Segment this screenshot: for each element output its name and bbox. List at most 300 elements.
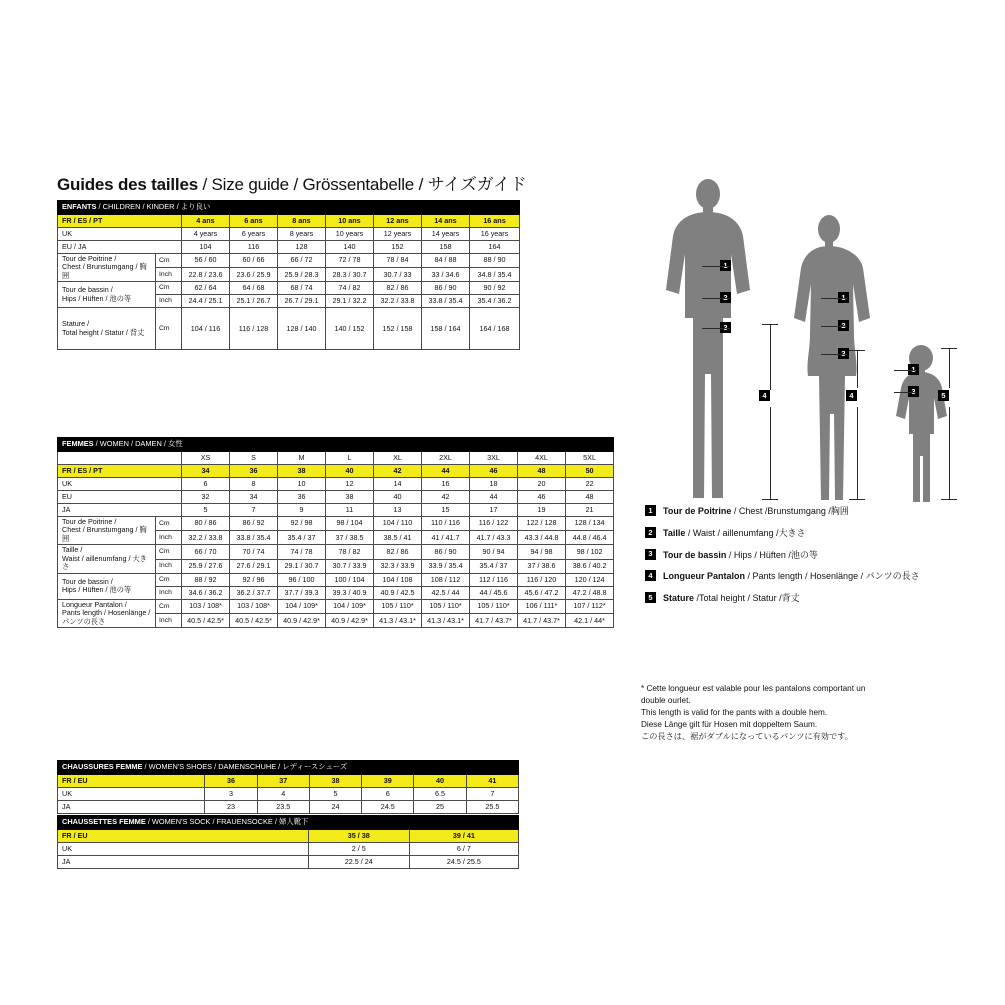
cell: 41 <box>466 775 518 788</box>
column-header: S <box>230 452 278 465</box>
legend-number-5: 5 <box>645 592 656 603</box>
cell: 23.6 / 25.9 <box>230 268 278 282</box>
cell: 24.4 / 25.1 <box>182 295 230 308</box>
cell: 98 / 104 <box>326 517 374 531</box>
footnote-line-4: Diese Länge gilt für Hosen mit doppeltem Saum. <box>641 719 818 729</box>
cell: 37 / 38.6 <box>518 559 566 573</box>
cell: 38 <box>309 775 361 788</box>
column-header: 2XL <box>422 452 470 465</box>
measure-line-woman-pants-top <box>857 350 858 388</box>
cell: 6 ans <box>230 215 278 228</box>
cell: 25.5 <box>466 801 518 814</box>
cell: 36 <box>205 775 257 788</box>
cell: 33.8 / 35.4 <box>230 531 278 545</box>
cell: 152 / 158 <box>374 308 422 350</box>
socks-header-cell <box>58 816 519 830</box>
cell: 25 <box>414 801 466 814</box>
cell: 100 / 104 <box>326 573 374 586</box>
table-row <box>58 856 519 869</box>
cell: 86 / 90 <box>422 545 470 559</box>
cell: 158 <box>422 241 470 254</box>
cell: 112 / 116 <box>470 573 518 586</box>
socks-table-header <box>58 816 519 830</box>
legend-text-2 <box>663 527 806 539</box>
cell: 23.5 <box>257 801 309 814</box>
cell: 82 / 86 <box>374 282 422 295</box>
cell: 9 <box>278 504 326 517</box>
cell: 140 / 152 <box>326 308 374 350</box>
cell: 11 <box>326 504 374 517</box>
table-row <box>58 308 520 350</box>
legend-bold: Taille <box>663 527 686 538</box>
table-row <box>58 599 614 613</box>
cell: 92 / 98 <box>278 517 326 531</box>
cell: 164 / 168 <box>470 308 520 350</box>
cell: 8 years <box>278 228 326 241</box>
cell: 45.6 / 47.2 <box>518 586 566 599</box>
cell: 7 <box>230 504 278 517</box>
row-label-uk: UK <box>58 478 182 491</box>
figure-number-pants-man: 4 <box>759 390 770 401</box>
cell: 43.3 / 44.8 <box>518 531 566 545</box>
cell: 39 / 41 <box>409 830 518 843</box>
cell: 44 <box>422 465 470 478</box>
cell: 40 <box>414 775 466 788</box>
cell: 22.5 / 24 <box>308 856 409 869</box>
measure-label-sub: Waist / aillenumfang / 大きさ <box>62 553 147 572</box>
cell: 46 <box>518 491 566 504</box>
column-header: 4XL <box>518 452 566 465</box>
measure-label-hips <box>58 573 156 599</box>
cell: 24.5 / 25.5 <box>409 856 518 869</box>
cell: 25.9 / 28.3 <box>278 268 326 282</box>
measure-label-sub: Chest / Brunstumgang / 胸囲 <box>62 525 147 543</box>
cell: 40.5 / 42.5* <box>230 614 278 628</box>
women-column-headers <box>58 452 614 465</box>
legend-rest: / Waist / aillenumfang /大きさ <box>685 527 806 538</box>
cell: 16 years <box>470 228 520 241</box>
measure-label-main: Tour de Poitrine / <box>62 254 117 263</box>
cell: 15 <box>422 504 470 517</box>
table-row <box>58 228 520 241</box>
unit-cm: Cm <box>156 545 182 559</box>
table-row <box>58 241 520 254</box>
measure-line-man-pants-bottom <box>770 407 771 500</box>
cell: 14 <box>374 478 422 491</box>
table-row <box>58 478 614 491</box>
cell: 107 / 112* <box>566 599 614 613</box>
measure-label-hips <box>58 282 156 308</box>
unit-inch: Inch <box>156 559 182 573</box>
cell: 32 <box>182 491 230 504</box>
cell: 158 / 164 <box>422 308 470 350</box>
cell: 66 / 72 <box>278 254 326 268</box>
footnote-line-5: この長さは、裾がダブルになっているパンツに有効です。 <box>641 731 853 741</box>
cell: 105 / 110* <box>374 599 422 613</box>
column-header: XL <box>374 452 422 465</box>
women-header-cell <box>58 438 614 452</box>
measure-label-main: Longueur Pantalon / <box>62 599 127 609</box>
row-label-ja: JA <box>58 504 182 517</box>
cell: 74 / 78 <box>278 545 326 559</box>
column-header: XS <box>182 452 230 465</box>
women-shoes-table <box>57 760 519 814</box>
cell: 40 <box>374 491 422 504</box>
measure-line-man-pants-top <box>770 324 771 390</box>
row-label-ja: JA <box>58 801 205 814</box>
cell: 86 / 90 <box>422 282 470 295</box>
cell: 24 <box>309 801 361 814</box>
cell: 10 <box>278 478 326 491</box>
cell: 41.3 / 43.1* <box>374 614 422 628</box>
table-row <box>58 504 614 517</box>
cell: 116 / 128 <box>230 308 278 350</box>
column-header: 3XL <box>470 452 518 465</box>
cell: 32.2 / 33.8 <box>182 531 230 545</box>
cell: 48 <box>518 465 566 478</box>
cell: 5 <box>309 788 361 801</box>
measure-label-sub: Chest / Brunstumgang / 胸囲 <box>62 262 147 280</box>
cell: 33.9 / 35.4 <box>422 559 470 573</box>
body-measurement-figures <box>648 178 968 508</box>
cell: 56 / 60 <box>182 254 230 268</box>
figure-number-stature-child: 5 <box>938 390 949 401</box>
cell: 82 / 86 <box>374 545 422 559</box>
measure-label-sub: Pants length / Hosenlänge / パンツの長さ <box>62 608 151 626</box>
cell: 41 / 41.7 <box>422 531 470 545</box>
cell: 17 <box>470 504 518 517</box>
cell: 106 / 111* <box>518 599 566 613</box>
legend-bold: Stature <box>663 593 695 603</box>
cell: 92 / 96 <box>230 573 278 586</box>
legend-text-1 <box>663 505 849 517</box>
children-size-table <box>57 200 520 350</box>
legend-rest: / Chest /Brunstumgang /胸囲 <box>731 506 849 516</box>
table-row <box>58 573 614 586</box>
cell: 4 ans <box>182 215 230 228</box>
cell: 78 / 82 <box>326 545 374 559</box>
cell: 62 / 64 <box>182 282 230 295</box>
cell: 29.1 / 30.7 <box>278 559 326 573</box>
unit-inch: Inch <box>156 531 182 545</box>
row-label-uk: UK <box>58 228 182 241</box>
row-label-eu: EU <box>58 491 182 504</box>
cell: 47.2 / 48.8 <box>566 586 614 599</box>
measure-line-woman-pants-bottom <box>857 407 858 500</box>
table-row <box>58 465 614 478</box>
unit-inch: Inch <box>156 614 182 628</box>
cell: 128 / 134 <box>566 517 614 531</box>
cell: 104 / 116 <box>182 308 230 350</box>
cell: 36 <box>278 491 326 504</box>
measure-tick-woman-hips <box>821 354 847 355</box>
row-label-fr-es-pt: FR / ES / PT <box>58 465 182 478</box>
cell: 116 / 120 <box>518 573 566 586</box>
table-row <box>58 801 519 814</box>
unit-cm: Cm <box>156 254 182 268</box>
table-row <box>58 775 519 788</box>
cell: 94 / 98 <box>518 545 566 559</box>
cell: 41.3 / 43.1* <box>422 614 470 628</box>
legend-number-2: 2 <box>645 527 656 538</box>
legend-text-5 <box>663 592 800 604</box>
cell: 6.5 <box>414 788 466 801</box>
cell: 50 <box>566 465 614 478</box>
table-row <box>58 830 519 843</box>
cell: 104 / 108 <box>374 573 422 586</box>
cell: 37 <box>257 775 309 788</box>
cell: 110 / 116 <box>422 517 470 531</box>
women-size-table <box>57 437 614 628</box>
cell: 74 / 82 <box>326 282 374 295</box>
cell: 24.5 <box>362 801 414 814</box>
cell: 34 <box>230 491 278 504</box>
measure-tick-child-hips <box>894 392 916 393</box>
cell: 105 / 110* <box>422 599 470 613</box>
row-label-eu-ja: EU / JA <box>58 241 182 254</box>
empty-corner <box>58 452 182 465</box>
unit-cm: Cm <box>156 599 182 613</box>
legend-number-3: 3 <box>645 549 656 560</box>
unit-inch: Inch <box>156 586 182 599</box>
child-silhouette-icon <box>886 344 956 504</box>
cell: 42 <box>422 491 470 504</box>
shoes-header-cell <box>58 761 519 775</box>
legend-bold: Longueur Pantalon <box>663 571 745 582</box>
cell: 6 / 7 <box>409 843 518 856</box>
measure-label-sub: Total height / Statur / 背丈 <box>62 327 145 337</box>
cell: 44.8 / 46.4 <box>566 531 614 545</box>
children-header-cell <box>58 201 520 215</box>
cell: 39 <box>362 775 414 788</box>
measure-label-waist <box>58 545 156 573</box>
table-row <box>58 545 614 559</box>
cell: 105 / 110* <box>470 599 518 613</box>
cell: 32.3 / 33.9 <box>374 559 422 573</box>
cell: 84 / 88 <box>422 254 470 268</box>
column-header: L <box>326 452 374 465</box>
women-table-header <box>58 438 614 452</box>
table-row <box>58 282 520 295</box>
cell: 164 <box>470 241 520 254</box>
cell: 4 <box>257 788 309 801</box>
legend-item <box>645 527 985 539</box>
measure-label-main: Stature / <box>62 319 90 329</box>
measure-tick-woman-bottom <box>849 499 865 500</box>
row-label-uk: UK <box>58 788 205 801</box>
page-title-bold: Guides des tailles <box>57 175 198 194</box>
cell: 8 ans <box>278 215 326 228</box>
shoes-header-rest: / WOMEN'S SHOES / DAMENSCHUHE / レディースシューズ <box>142 762 348 772</box>
cell: 2 / 5 <box>308 843 409 856</box>
cell: 70 / 74 <box>230 545 278 559</box>
column-header: 5XL <box>566 452 614 465</box>
cell: 30.7 / 33 <box>374 268 422 282</box>
cell: 42.5 / 44 <box>422 586 470 599</box>
legend-text-3 <box>663 549 818 561</box>
cell: 108 / 112 <box>422 573 470 586</box>
cell: 40.5 / 42.5* <box>182 614 230 628</box>
cell: 10 ans <box>326 215 374 228</box>
cell: 14 ans <box>422 215 470 228</box>
cell: 44 / 45.6 <box>470 586 518 599</box>
cell: 14 years <box>422 228 470 241</box>
cell: 3 <box>205 788 257 801</box>
cell: 41.7 / 43.7* <box>470 614 518 628</box>
cell: 42.1 / 44* <box>566 614 614 628</box>
cell: 88 / 92 <box>182 573 230 586</box>
cell: 32.2 / 33.8 <box>374 295 422 308</box>
cell: 13 <box>374 504 422 517</box>
cell: 35.4 / 36.2 <box>470 295 520 308</box>
women-header-bold: FEMMES <box>62 439 94 449</box>
legend-item <box>645 505 985 517</box>
footnote-line-2: double ourlet. <box>641 695 691 705</box>
legend-bold: Tour de Poitrine <box>663 506 732 516</box>
cell: 4 years <box>182 228 230 241</box>
cell: 34.8 / 35.4 <box>470 268 520 282</box>
legend-rest: /Total height / Statur /背丈 <box>694 593 800 603</box>
women-header-rest: / WOMEN / DAMEN / 女性 <box>93 439 183 449</box>
cell: 116 / 122 <box>470 517 518 531</box>
cell: 42 <box>374 465 422 478</box>
row-label-fr-eu: FR / EU <box>58 830 309 843</box>
cell: 29.1 / 32.2 <box>326 295 374 308</box>
cell: 7 <box>466 788 518 801</box>
socks-header-rest: / WOMEN'S SOCK / FRAUENSOCKE / 婦人靴下 <box>145 817 309 827</box>
cell: 122 / 128 <box>518 517 566 531</box>
socks-header-bold: CHAUSSETTES FEMME <box>62 817 146 827</box>
legend-rest: / Pants length / Hosenlänge / パンツの長さ <box>745 571 920 582</box>
column-header: M <box>278 452 326 465</box>
page-title-rest: / Size guide / Grössentabelle / サイズガイド <box>197 175 527 194</box>
measure-tick-man-hips <box>702 328 730 329</box>
cell: 20 <box>518 478 566 491</box>
cell: 6 <box>362 788 414 801</box>
row-label-fr-es-pt: FR / ES / PT <box>58 215 182 228</box>
cell: 39.3 / 40.9 <box>326 586 374 599</box>
cell: 12 ans <box>374 215 422 228</box>
footnote <box>641 683 981 742</box>
cell: 38 <box>326 491 374 504</box>
measure-line-child-stature-top <box>949 348 950 388</box>
cell: 152 <box>374 241 422 254</box>
cell: 12 years <box>374 228 422 241</box>
cell: 33 / 34.6 <box>422 268 470 282</box>
cell: 10 years <box>326 228 374 241</box>
cell: 86 / 92 <box>230 517 278 531</box>
cell: 34 <box>182 465 230 478</box>
cell: 90 / 92 <box>470 282 520 295</box>
cell: 25.1 / 26.7 <box>230 295 278 308</box>
unit-cm: Cm <box>156 517 182 531</box>
measure-label-sub: Hips / Hüften / 池の等 <box>62 293 132 303</box>
table-row <box>58 215 520 228</box>
figure-number-pants-woman: 4 <box>846 390 857 401</box>
measure-tick-man-waist <box>702 298 730 299</box>
cell: 36.2 / 37.7 <box>230 586 278 599</box>
unit-inch: Inch <box>156 295 182 308</box>
cell: 6 <box>182 478 230 491</box>
table-row <box>58 788 519 801</box>
measure-tick-man-chest <box>702 266 730 267</box>
measure-label-main: Tour de bassin / <box>62 576 113 586</box>
cell: 38 <box>278 465 326 478</box>
man-silhouette-icon <box>648 178 768 498</box>
children-header-rest: / CHILDREN / KINDER / より良い <box>96 202 211 212</box>
measure-tick-woman-top <box>849 350 865 351</box>
legend-number-4: 4 <box>645 570 656 581</box>
legend-number-1: 1 <box>645 505 656 516</box>
cell: 33.8 / 35.4 <box>422 295 470 308</box>
cell: 22.8 / 23.6 <box>182 268 230 282</box>
cell: 64 / 68 <box>230 282 278 295</box>
cell: 38.6 / 40.2 <box>566 559 614 573</box>
cell: 88 / 90 <box>470 254 520 268</box>
page-title <box>57 170 527 195</box>
shoes-header-bold: CHAUSSURES FEMME <box>62 762 143 772</box>
unit-cm: Cm <box>156 282 182 295</box>
cell: 30.7 / 33.9 <box>326 559 374 573</box>
cell: 68 / 74 <box>278 282 326 295</box>
measure-label-pants-length <box>58 599 156 627</box>
cell: 72 / 78 <box>326 254 374 268</box>
measure-tick-child-top <box>941 348 957 349</box>
cell: 116 <box>230 241 278 254</box>
unit-inch: Inch <box>156 268 182 282</box>
cell: 140 <box>326 241 374 254</box>
shoes-table-header <box>58 761 519 775</box>
measurement-legend <box>645 505 985 614</box>
cell: 8 <box>230 478 278 491</box>
cell: 98 / 102 <box>566 545 614 559</box>
cell: 35.4 / 37 <box>278 531 326 545</box>
measure-line-child-stature-bottom <box>949 407 950 500</box>
table-row <box>58 843 519 856</box>
cell: 48 <box>566 491 614 504</box>
measure-label-stature <box>58 308 156 350</box>
cell: 40.9 / 42.9* <box>278 614 326 628</box>
cell: 120 / 124 <box>566 573 614 586</box>
measure-label-main: Tour de Poitrine / <box>62 517 117 526</box>
row-label-uk: UK <box>58 843 309 856</box>
cell: 34.6 / 36.2 <box>182 586 230 599</box>
cell: 16 ans <box>470 215 520 228</box>
measure-label-chest <box>58 517 156 545</box>
legend-item <box>645 592 985 604</box>
measure-label-chest <box>58 254 156 282</box>
footnote-line-3: This length is valid for the pants with a double hem. <box>641 707 828 717</box>
cell: 23 <box>205 801 257 814</box>
cell: 104 <box>182 241 230 254</box>
legend-text-4 <box>663 570 920 582</box>
cell: 35.4 / 37 <box>470 559 518 573</box>
cell: 27.6 / 29.1 <box>230 559 278 573</box>
table-row <box>58 517 614 531</box>
cell: 36 <box>230 465 278 478</box>
woman-silhouette-icon <box>774 214 884 504</box>
cell: 60 / 66 <box>230 254 278 268</box>
measure-label-sub: Hips / Hüften / 池の等 <box>62 585 132 595</box>
cell: 128 / 140 <box>278 308 326 350</box>
measure-tick-child-bottom <box>941 499 957 500</box>
unit-cm: Cm <box>156 308 182 350</box>
cell: 90 / 94 <box>470 545 518 559</box>
cell: 103 / 108* <box>182 599 230 613</box>
legend-item <box>645 549 985 561</box>
cell: 21 <box>566 504 614 517</box>
cell: 96 / 100 <box>278 573 326 586</box>
